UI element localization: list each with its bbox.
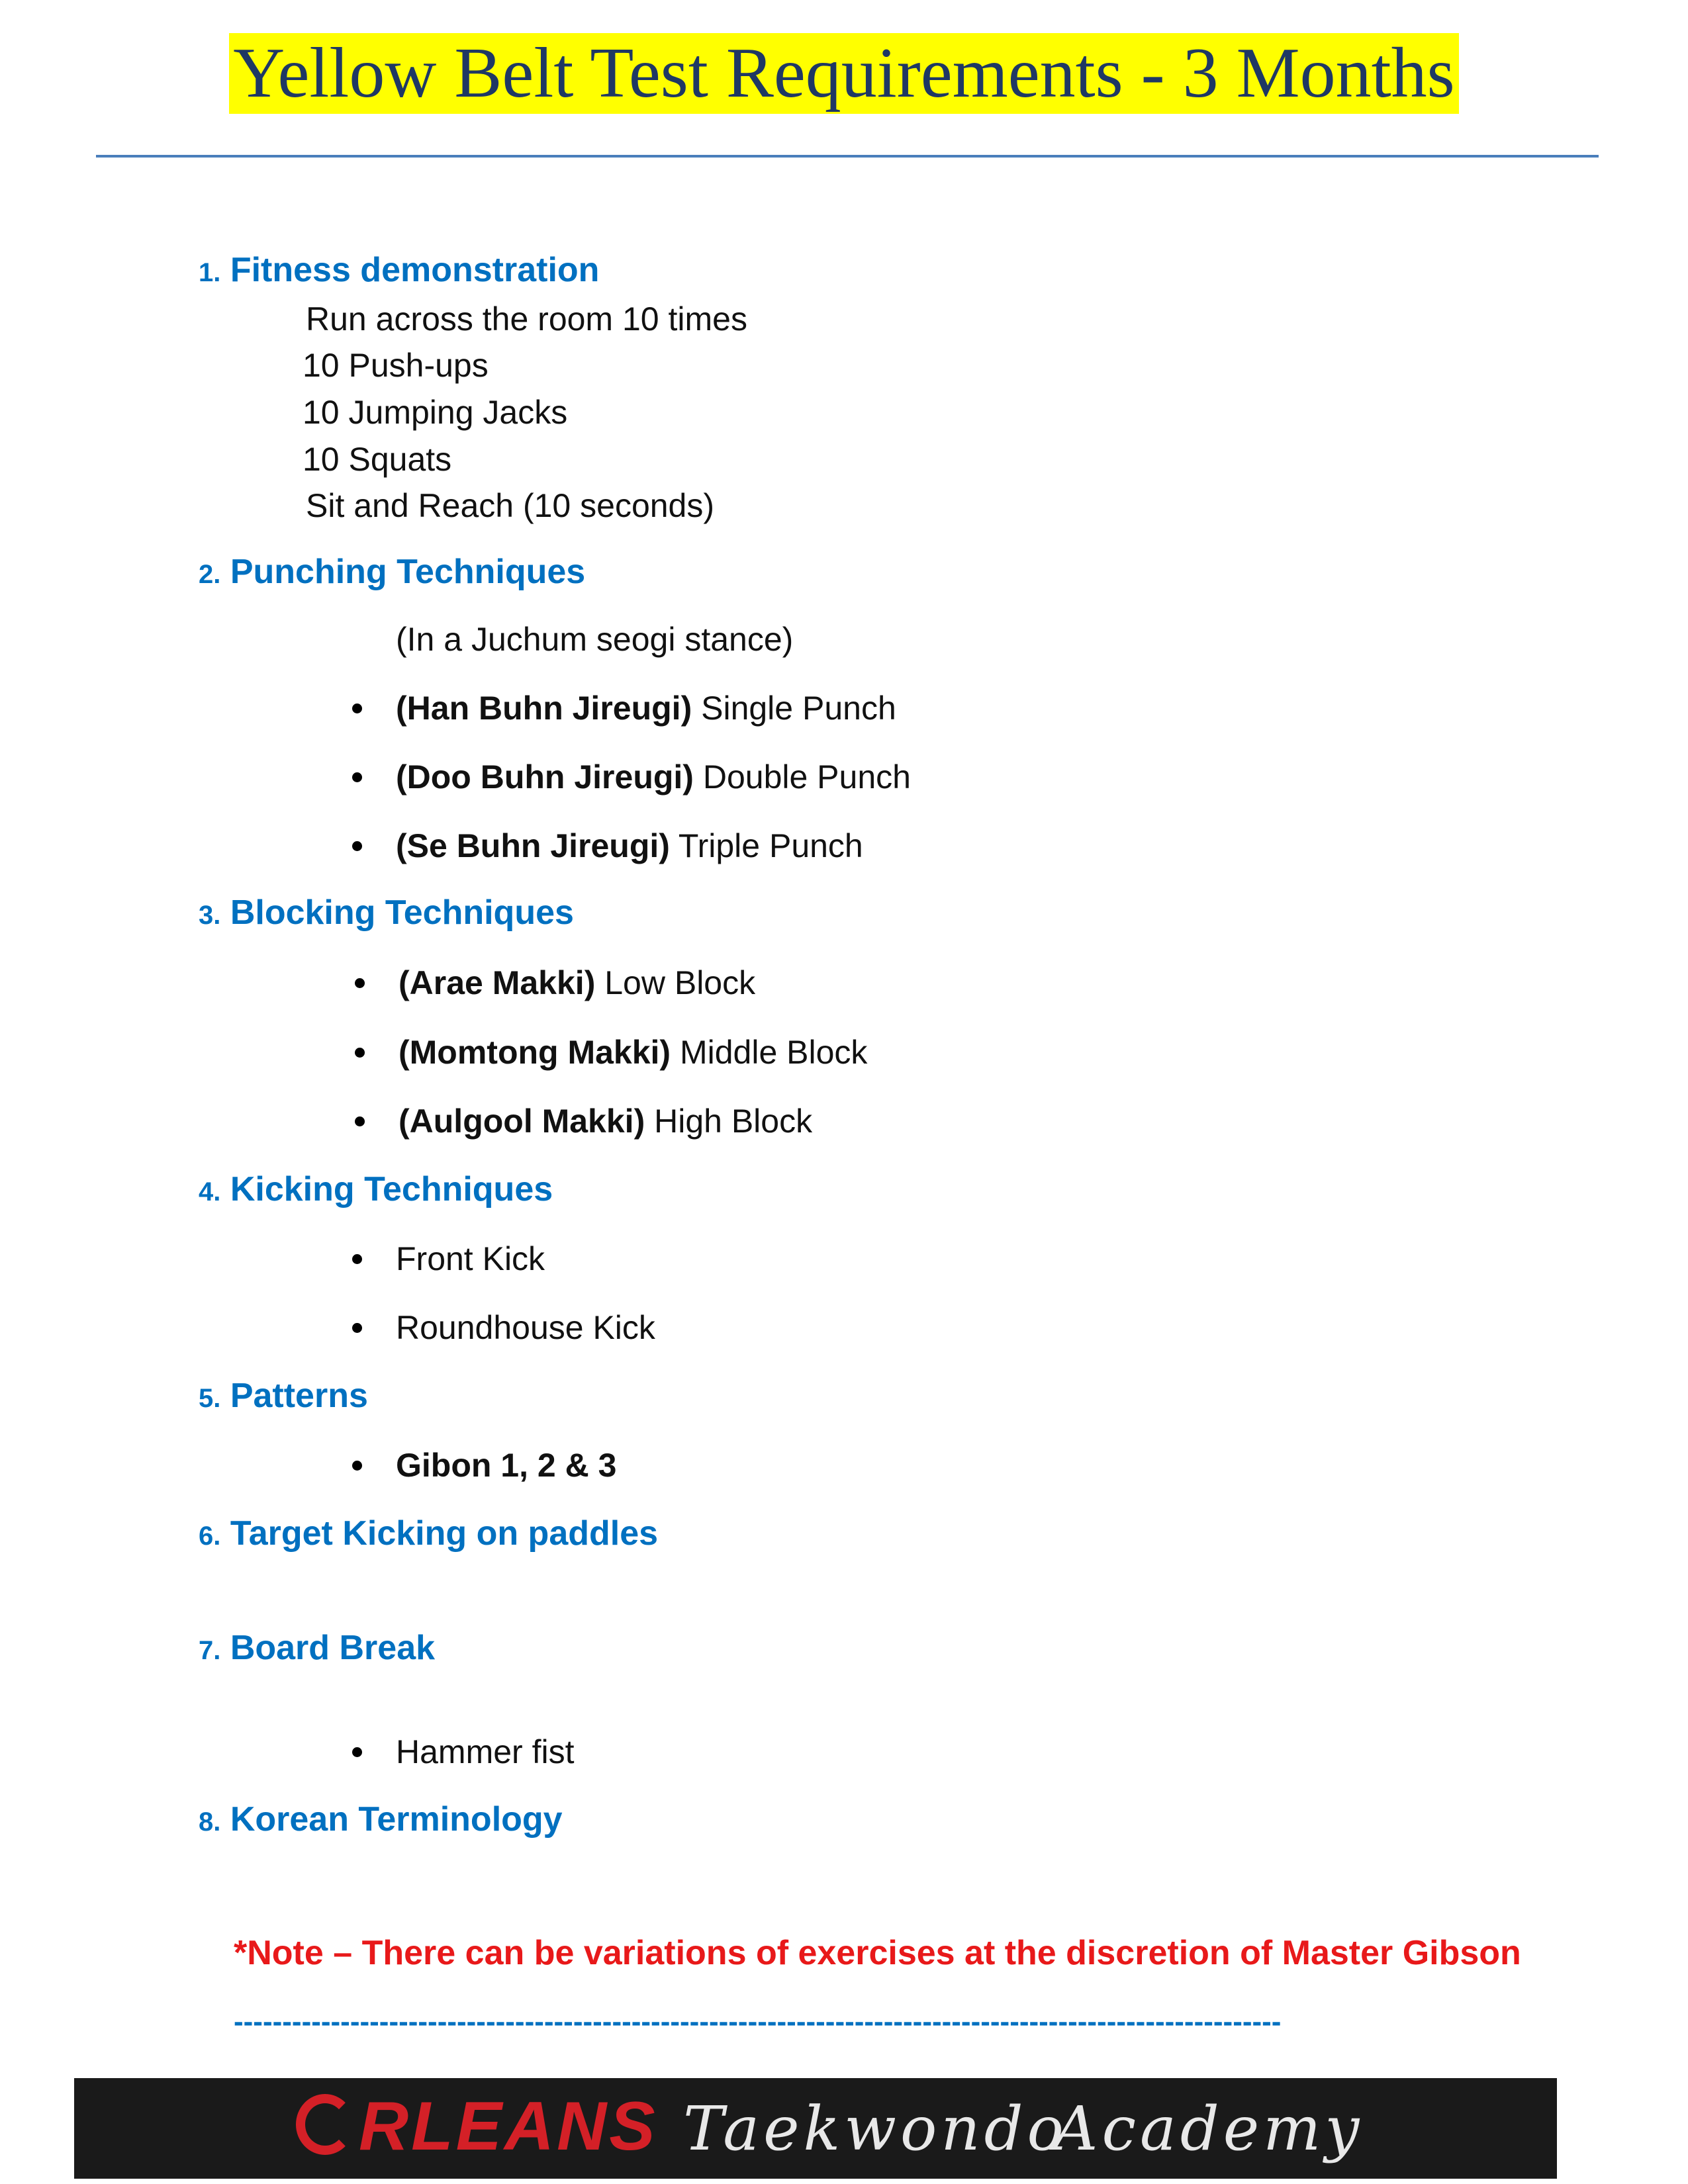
punching-item: [396, 757, 911, 797]
section-7-heading: [199, 1628, 435, 1670]
logo-o-ring: [296, 2094, 354, 2155]
blocking-item: [399, 963, 755, 1003]
korean-term: (Aulgool Makki): [399, 1103, 645, 1140]
title-wrap: [0, 33, 1688, 114]
section-number: 7.: [199, 1636, 221, 1665]
section-5-heading: [199, 1376, 368, 1418]
punching-stance: (In a Juchum seogi stance): [396, 621, 794, 658]
section-label: Punching Techniques: [230, 553, 586, 591]
fitness-item: Run across the room 10 times: [306, 300, 747, 338]
english-term: Double Punch: [693, 758, 911, 796]
patterns-item: [396, 1445, 616, 1485]
english-term: High Block: [645, 1103, 813, 1140]
english-term: Low Block: [595, 964, 756, 1001]
fitness-item: Sit and Reach (10 seconds): [306, 487, 715, 524]
bullet-icon: [355, 1048, 365, 1058]
section-label: Blocking Techniques: [230, 893, 574, 932]
section-label: Fitness demonstration: [230, 251, 600, 289]
board-break-item: [396, 1732, 574, 1772]
dashed-separator: ------------------------------------------------------------------------------------------------------------: [234, 2005, 1282, 2038]
english-term: Single Punch: [692, 690, 896, 727]
bullet-icon: [352, 772, 362, 782]
section-number: 3.: [199, 901, 221, 930]
section-number: 4.: [199, 1177, 221, 1206]
patterns-item-label: Gibon 1, 2 & 3: [396, 1447, 617, 1484]
section-label: Target Kicking on paddles: [230, 1514, 659, 1553]
bullet-icon: [352, 704, 362, 713]
bullet-icon: [355, 978, 365, 988]
section-label: Board Break: [230, 1629, 436, 1667]
board-break-item-label: Hammer fist: [396, 1733, 575, 1770]
section-8-heading: [199, 1799, 563, 1842]
discretion-note: *Note – There can be variations of exercises at the discretion of Master Gibson: [234, 1934, 1521, 1972]
section-label: Kicking Techniques: [230, 1170, 553, 1208]
bullet-icon: [352, 1254, 362, 1264]
title-divider: [96, 155, 1599, 158]
section-4-heading: [199, 1169, 553, 1212]
kicking-item: [396, 1239, 545, 1279]
korean-term: (Momtong Makki): [399, 1034, 671, 1071]
fitness-item: 10 Push-ups: [303, 347, 489, 384]
punching-item: [396, 688, 896, 728]
korean-term: (Arae Makki): [399, 964, 596, 1001]
bullet-icon: [352, 1323, 362, 1333]
blocking-item: [399, 1101, 812, 1141]
section-number: 8.: [199, 1807, 221, 1837]
section-label: Patterns: [230, 1377, 368, 1415]
section-number: 2.: [199, 560, 221, 589]
english-term: Middle Block: [671, 1034, 868, 1071]
blocking-item: [399, 1032, 867, 1072]
section-3-heading: [199, 893, 574, 935]
korean-term: (Han Buhn Jireugi): [396, 690, 692, 727]
section-number: 1.: [199, 258, 221, 287]
korean-term: (Se Buhn Jireugi): [396, 827, 670, 864]
footer-logo-bar: [74, 2078, 1557, 2179]
bullet-icon: [352, 1747, 362, 1757]
kicking-item: [396, 1308, 655, 1347]
section-2-heading: [199, 552, 585, 594]
korean-term: (Doo Buhn Jireugi): [396, 758, 694, 796]
section-6-heading: [199, 1514, 658, 1556]
bullet-icon: [352, 1461, 362, 1471]
kicking-item-label: Front Kick: [396, 1240, 545, 1277]
bullet-icon: [352, 841, 362, 851]
logo-academy: Academy: [1054, 2093, 1364, 2164]
kicking-item-label: Roundhouse Kick: [396, 1309, 655, 1346]
punching-item: [396, 826, 863, 866]
fitness-item: 10 Jumping Jacks: [303, 394, 568, 431]
section-number: 6.: [199, 1522, 221, 1551]
section-label: Korean Terminology: [230, 1800, 563, 1839]
section-number: 5.: [199, 1384, 221, 1413]
page-title: Yellow Belt Test Requirements - 3 Months: [229, 33, 1458, 114]
english-term: Triple Punch: [669, 827, 863, 864]
logo-orleans: RLEANS: [359, 2088, 658, 2165]
fitness-item: 10 Squats: [303, 441, 452, 478]
section-1-heading: [199, 250, 599, 293]
bullet-icon: [355, 1116, 365, 1126]
logo-taekwondo: Taekwondo: [683, 2093, 1068, 2164]
